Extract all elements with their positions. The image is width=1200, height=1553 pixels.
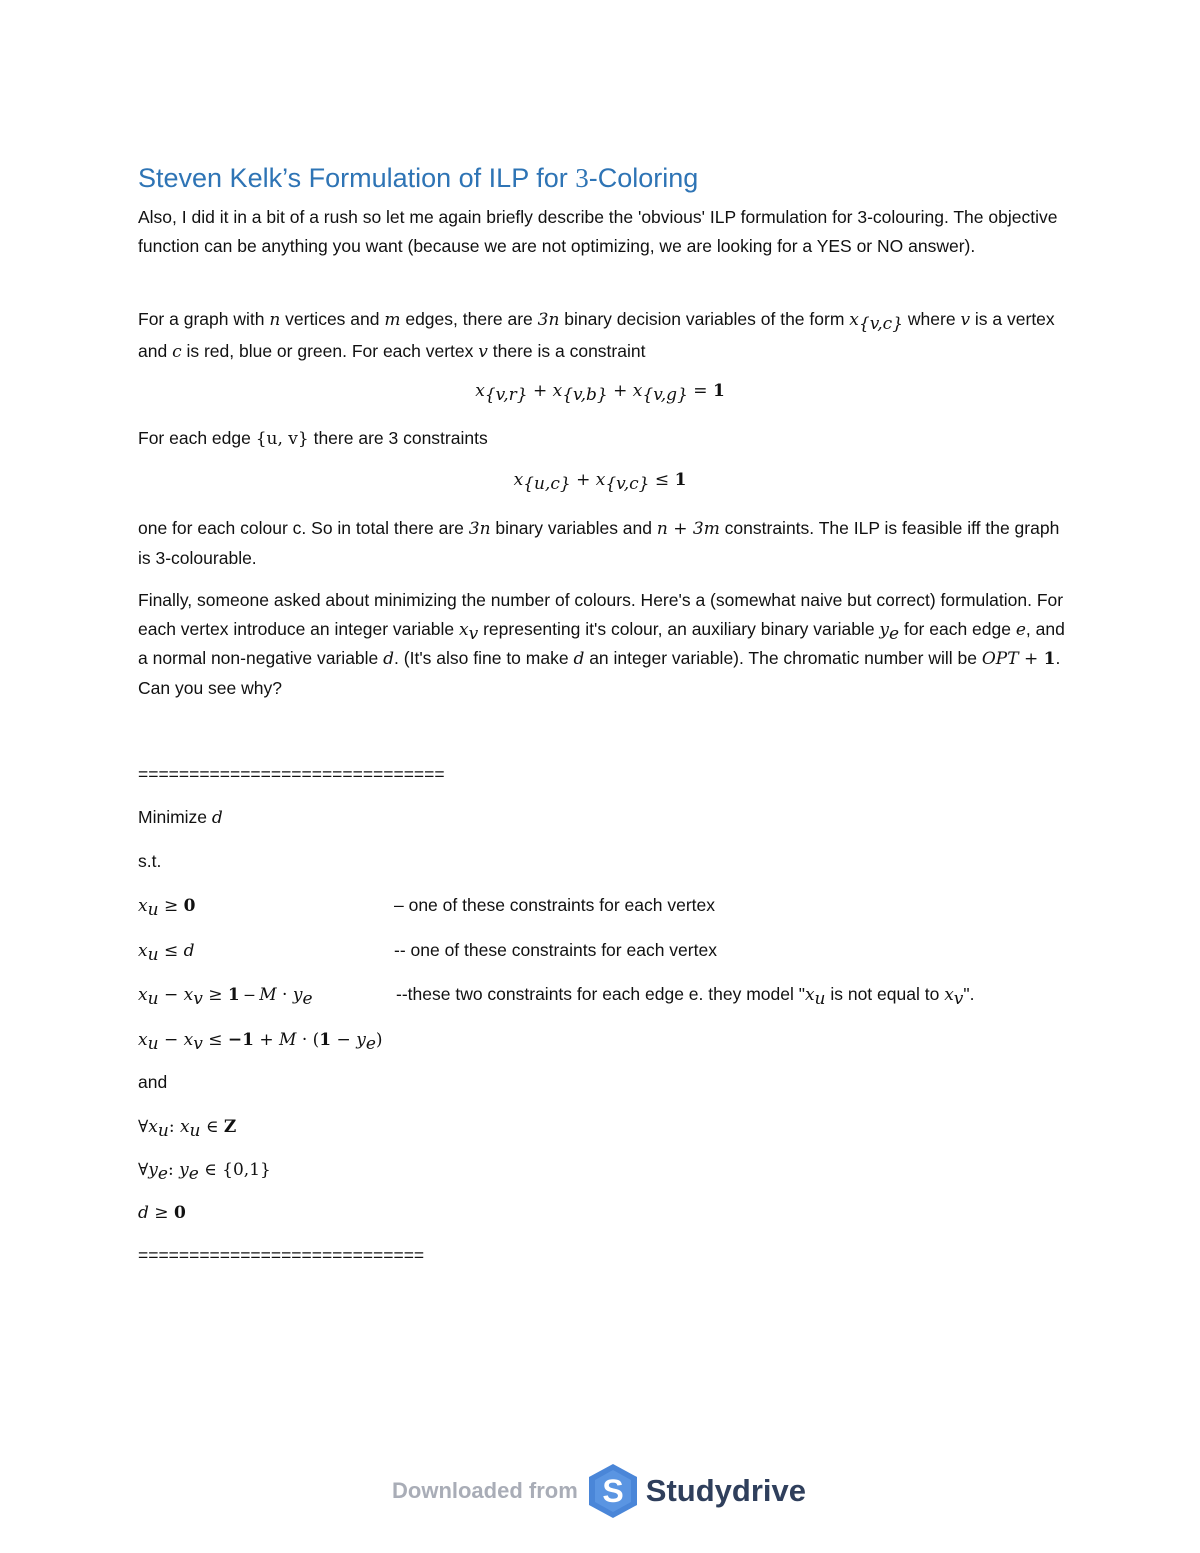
constraint-integer <box>138 1112 236 1141</box>
math-token: {v,c} <box>858 314 904 334</box>
title-suffix: -Coloring <box>588 163 699 193</box>
and-label: and <box>138 1072 168 1092</box>
math-token: edges, there are <box>400 309 538 329</box>
math-token: · <box>276 985 293 1005</box>
constraint-edge-comment <box>396 980 974 1009</box>
math-token: M <box>259 985 277 1005</box>
math-token: y <box>879 619 890 640</box>
math-token: u <box>147 1034 159 1054</box>
math-token: ∈ <box>198 1160 223 1180</box>
math-token: {v,r} <box>484 385 528 405</box>
math-token: there is a constraint <box>487 341 646 361</box>
separator-top: ============================== <box>138 764 445 784</box>
math-token: ) <box>375 1030 383 1050</box>
math-token: binary decision variables of the form <box>559 309 850 329</box>
math-token: u <box>147 945 159 965</box>
math-token: y <box>179 1160 189 1180</box>
math-token: m <box>384 310 401 330</box>
math-token: y <box>356 1030 366 1050</box>
constraint-upper-comment: -- one of these constraints for each vertex <box>394 940 717 960</box>
math-token: d <box>183 941 195 961</box>
math-token: e <box>302 989 313 1009</box>
math-token: Finally, someone asked about minimizing the number of colours. Here's a (somewhat naive but correct) formulation. For each vertex introduce an integer variable <box>138 590 1064 639</box>
math-token: ( <box>312 1030 320 1050</box>
math-token: – <box>239 984 260 1004</box>
math-token: {v,g} <box>642 385 688 405</box>
variables-paragraph <box>138 304 1068 368</box>
math-token: x <box>595 470 606 490</box>
download-footer <box>392 1461 806 1521</box>
math-token: ≥ <box>158 896 184 916</box>
math-token: vertices and <box>280 309 385 329</box>
studydrive-brand: Studydrive <box>645 1473 806 1508</box>
math-token: v <box>193 989 203 1009</box>
math-token: − <box>158 985 184 1005</box>
math-token: x <box>138 1030 148 1050</box>
math-token: ≥ <box>148 1203 174 1223</box>
math-token: x <box>138 985 148 1005</box>
math-token: d <box>383 649 395 669</box>
math-token: 3n <box>537 310 560 330</box>
logo-letter: S <box>602 1473 624 1509</box>
math-token: −1 <box>227 1030 254 1050</box>
math-token: , and a normal non-negative variable <box>138 618 1065 668</box>
math-token: u <box>814 989 826 1009</box>
math-token: ≥ <box>202 985 228 1005</box>
math-token: n + 3m <box>656 519 720 539</box>
math-token: x <box>513 470 524 490</box>
downloaded-from-text: Downloaded from <box>392 1478 578 1503</box>
math-token: u <box>147 900 159 920</box>
math-token: x <box>804 985 815 1005</box>
math-token: e <box>188 1164 199 1184</box>
math-token: ∀ <box>138 1160 149 1180</box>
math-token: x <box>179 1117 190 1137</box>
math-token: + <box>253 1030 280 1050</box>
constraint-binary <box>138 1155 271 1184</box>
math-token: 1 <box>319 1030 332 1050</box>
math-token: + <box>1018 649 1044 669</box>
math-token: y <box>148 1160 158 1180</box>
math-token: 1 <box>227 985 240 1005</box>
math-token: d <box>138 1203 149 1223</box>
math-token: v <box>960 310 971 330</box>
math-token: e <box>365 1034 376 1054</box>
edge-paragraph <box>138 424 488 453</box>
math-token: {0,1} <box>222 1160 271 1180</box>
math-token: . (It's also fine to make <box>394 648 574 668</box>
math-token: 0 <box>173 1203 186 1223</box>
math-token: − <box>331 1030 357 1050</box>
intro-paragraph: Also, I did it in a bit of a rush so let me again briefly describe the 'obvious' ILP formulation for 3-colouring. The objective function can be anything you want (because we are not optimizing, we are looking for a YES or NO answer). <box>138 207 1058 256</box>
math-token: M <box>279 1030 297 1050</box>
math-token: v <box>953 989 964 1009</box>
math-token: constraints. The ILP is feasible iff the graph is 3-colourable. <box>138 518 1060 568</box>
constraint-nonneg-comment: – one of these constraints for each vertex <box>394 895 716 915</box>
math-token: {v,b} <box>562 385 608 405</box>
title-prefix: Steven Kelk’s Formulation of ILP for <box>138 163 576 193</box>
constraint-nonneg <box>138 891 195 920</box>
math-token: is a vertex and <box>138 309 1055 361</box>
page-title <box>138 163 698 194</box>
math-token: 3n <box>468 519 491 539</box>
math-token: · <box>296 1030 313 1050</box>
math-token: ". <box>963 984 975 1004</box>
math-token: {u, v} <box>255 429 309 449</box>
math-token: x <box>183 1030 194 1050</box>
math-token: v <box>468 623 479 644</box>
math-token: u <box>189 1121 201 1141</box>
separator-bottom: ============================ <box>138 1245 425 1265</box>
title-number: 3 <box>575 163 589 193</box>
math-token: Minimize <box>138 807 212 827</box>
math-token: u <box>157 1121 169 1141</box>
constraint-edge-2 <box>138 1025 383 1054</box>
math-token: u <box>147 989 159 1009</box>
math-token: d <box>211 808 223 828</box>
math-token: n <box>269 310 281 330</box>
math-token: x <box>632 381 643 401</box>
math-token: for each edge <box>899 618 1016 639</box>
chromatic-paragraph <box>138 586 1068 702</box>
math-token: : <box>168 1117 180 1137</box>
math-token: 1 <box>1043 649 1056 669</box>
math-token: For each edge <box>138 428 256 448</box>
math-token: ≤ <box>649 470 675 490</box>
math-token: x <box>138 896 148 916</box>
objective-line <box>138 803 223 832</box>
studydrive-logo-icon <box>586 1462 640 1520</box>
math-token: ≤ <box>158 941 184 961</box>
math-token: 1 <box>712 381 725 401</box>
math-token: c <box>172 342 182 362</box>
math-token: x <box>849 310 859 330</box>
math-token: . Can you see why? <box>138 648 1061 698</box>
math-token: an integer variable). The chromatic number will be <box>584 648 982 668</box>
math-token: one for each colour c. So in total there are <box>138 518 469 538</box>
math-token: 1 <box>674 470 687 490</box>
math-token: For a graph with <box>138 309 270 329</box>
math-token: v <box>193 1034 203 1054</box>
math-token: + <box>570 470 596 490</box>
math-token: ∈ <box>200 1117 224 1137</box>
math-token: x <box>552 381 563 401</box>
math-token: 0 <box>183 896 196 916</box>
math-token: x <box>459 619 469 640</box>
math-token: there are 3 constraints <box>308 428 488 448</box>
edge-constraint-equation <box>0 469 1200 494</box>
math-token: {u,c} <box>523 474 571 494</box>
constraint-d-nonneg <box>138 1198 186 1227</box>
total-paragraph <box>138 514 1068 572</box>
math-token: x <box>944 985 954 1005</box>
constraint-edge-1 <box>138 980 313 1009</box>
math-token: x <box>475 381 485 401</box>
math-token: Z <box>223 1117 237 1137</box>
math-token: + <box>527 381 553 401</box>
math-token: binary variables and <box>490 518 657 538</box>
math-token: representing it's colour, an auxiliary binary variable <box>478 618 880 639</box>
math-token: = <box>687 381 713 401</box>
math-token: − <box>158 1030 184 1050</box>
subject-to-label: s.t. <box>138 851 162 871</box>
math-token: ≤ <box>202 1030 228 1050</box>
math-token: {v,c} <box>605 474 650 494</box>
math-token: x <box>148 1117 158 1137</box>
math-token: d <box>573 649 585 669</box>
math-token: e <box>889 623 900 644</box>
constraint-upper <box>138 936 195 965</box>
vertex-constraint-equation <box>0 380 1200 405</box>
math-token: OPT <box>981 649 1019 669</box>
math-token: e <box>1015 619 1026 640</box>
math-token: --these two constraints for each edge e. they model " <box>396 984 805 1004</box>
math-token: e <box>157 1164 168 1184</box>
math-token: is not equal to <box>825 984 945 1004</box>
math-token: x <box>138 941 148 961</box>
math-token: is red, blue or green. For each vertex <box>181 341 479 361</box>
math-token: ∀ <box>138 1117 149 1137</box>
math-token: y <box>292 985 303 1005</box>
math-token: x <box>183 985 194 1005</box>
math-token: v <box>478 342 488 362</box>
math-token: where <box>903 309 956 329</box>
math-token: + <box>607 381 633 401</box>
math-token: : <box>167 1160 180 1180</box>
